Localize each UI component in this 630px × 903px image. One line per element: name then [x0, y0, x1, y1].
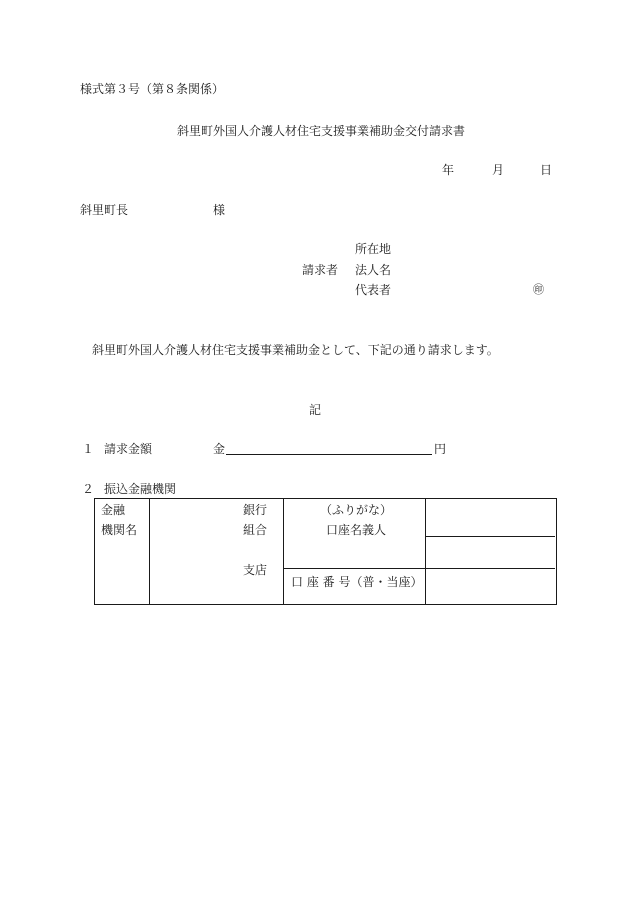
account-number-field[interactable] [426, 569, 554, 603]
document-title: 斜里町外国人介護人材住宅支援事業補助金交付請求書 [177, 124, 466, 138]
requester-label: 請求者 [302, 263, 339, 277]
institution-label-line1: 金融 [101, 503, 126, 517]
amount-field[interactable] [226, 440, 432, 455]
item1-label: 請求金額 [104, 442, 153, 456]
body-text: 斜里町外国人介護人材住宅支援事業補助金として、下記の通り請求します。 [92, 343, 499, 357]
furigana-field[interactable] [426, 499, 554, 535]
table-vline-2 [283, 498, 284, 604]
addressee-name: 斜里町長 [80, 203, 129, 217]
item2-number: ２ [82, 482, 95, 496]
furigana-label: （ふりがな） [320, 503, 393, 517]
account-holder-label: 口座名義人 [326, 523, 387, 537]
bank-label: 銀行 [243, 503, 268, 517]
table-vline-1 [149, 498, 150, 604]
seal-mark: ㊞ [533, 283, 544, 296]
item1-prefix: 金 [213, 442, 226, 456]
institution-label-line2: 機関名 [101, 523, 138, 537]
addressee-honorific: 様 [213, 203, 226, 217]
requester-address-label: 所在地 [355, 242, 392, 256]
item1-number: １ [82, 442, 95, 456]
date-year: 年 [442, 163, 455, 177]
requester-corp-label: 法人名 [355, 263, 392, 277]
form-number: 様式第３号（第８条関係） [80, 82, 225, 96]
date-day: 日 [540, 163, 553, 177]
item2-label: 振込金融機関 [104, 482, 177, 496]
ki-label: 記 [309, 403, 322, 417]
account-holder-field[interactable] [426, 537, 554, 567]
requester-rep-label: 代表者 [355, 283, 392, 297]
item1-suffix: 円 [434, 442, 447, 456]
union-label: 組合 [243, 523, 268, 537]
date-month: 月 [492, 163, 505, 177]
account-number-label: 口 座 番 号（普・当座） [291, 575, 423, 589]
branch-label: 支店 [243, 563, 268, 577]
